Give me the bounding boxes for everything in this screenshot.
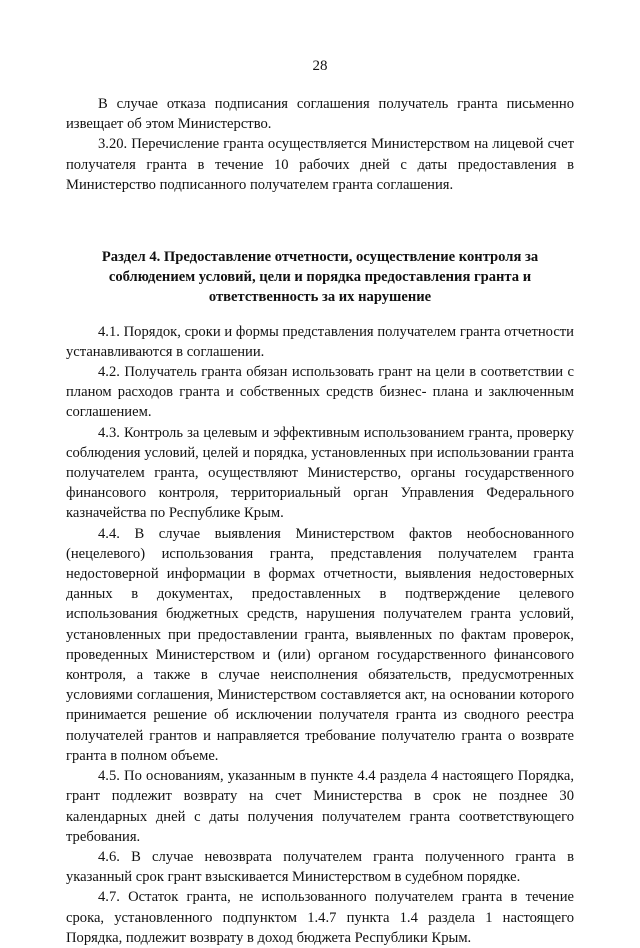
paragraph-4-7: 4.7. Остаток гранта, не использованного получателем гранта в течение срока, установленного подпунктом 1.4.7 пункта 1.4 раздела 1 настоящего Порядка, подлежит возврату в доход бюджета Республики Крым. xyxy=(66,889,574,946)
section-4-heading: Раздел 4. Предоставление отчетности, осуществление контроля за соблюдением условий, цели и порядка предоставления гранта и ответственность за их нарушение xyxy=(101,249,539,306)
paragraph-4-6: 4.6. В случае невозврата получателем гранта полученного гранта в указанный срок грант взыскивается Министерством в судебном порядке. xyxy=(66,848,574,886)
paragraph-4-4: 4.4. В случае выявления Министерством фактов необоснованного (нецелевого) использования гранта, представления получателем гранта недостоверной информации в формах отчетности, выявления недостоверных данных в документах, предоставленных в подтверждение целевого использования бюджетных средств, нарушения получателем гранта условий, установленных при предоставлении гранта, выявленных по фактам проверок, проведенных Министерством и (или) органом государственного финансового контроля, а также в случае неисполнения обязательств, предусмотренных условиями соглашения, Министерством составляется акт, на основании которого принимается решение об исключении получателя гранта из сводного реестра получателей грантов и направляется требование получателю гранта о возврате гранта в полном объеме. xyxy=(66,525,574,764)
paragraph-4-2: 4.2. Получатель гранта обязан использовать грант на цели в соответствии с планом расходов гранта и собственных средств бизнес- плана и заключенным соглашением. xyxy=(66,364,574,421)
document-body xyxy=(66,94,574,948)
paragraph-4-3: 4.3. Контроль за целевым и эффективным использованием гранта, проверку соблюдения условий, целей и порядка, установленных при использовании гранта получателем гранта, осуществляют Министерство, органы государственного финансового контроля, территориальный орган Управления Федерального казначейства по Республике Крым. xyxy=(66,424,574,522)
paragraph-3-20: 3.20. Перечисление гранта осуществляется Министерством на лицевой счет получателя гранта в течение 10 рабочих дней с даты предоставления в Министерство подписанного получателем гранта соглашения. xyxy=(66,136,574,193)
page-number: 28 xyxy=(312,58,328,74)
paragraph-4-1: 4.1. Порядок, сроки и формы представления получателем гранта отчетности устанавливаются в соглашении. xyxy=(66,323,574,360)
paragraph-4-5: 4.5. По основаниям, указанным в пункте 4.4 раздела 4 настоящего Порядка, грант подлежит возврату на счет Министерства в срок не позднее 30 календарных дней с даты получения получателем гранта соответствующего требования. xyxy=(66,768,574,845)
paragraph-refusal: В случае отказа подписания соглашения получатель гранта письменно извещает об этом Министерство. xyxy=(66,96,574,133)
